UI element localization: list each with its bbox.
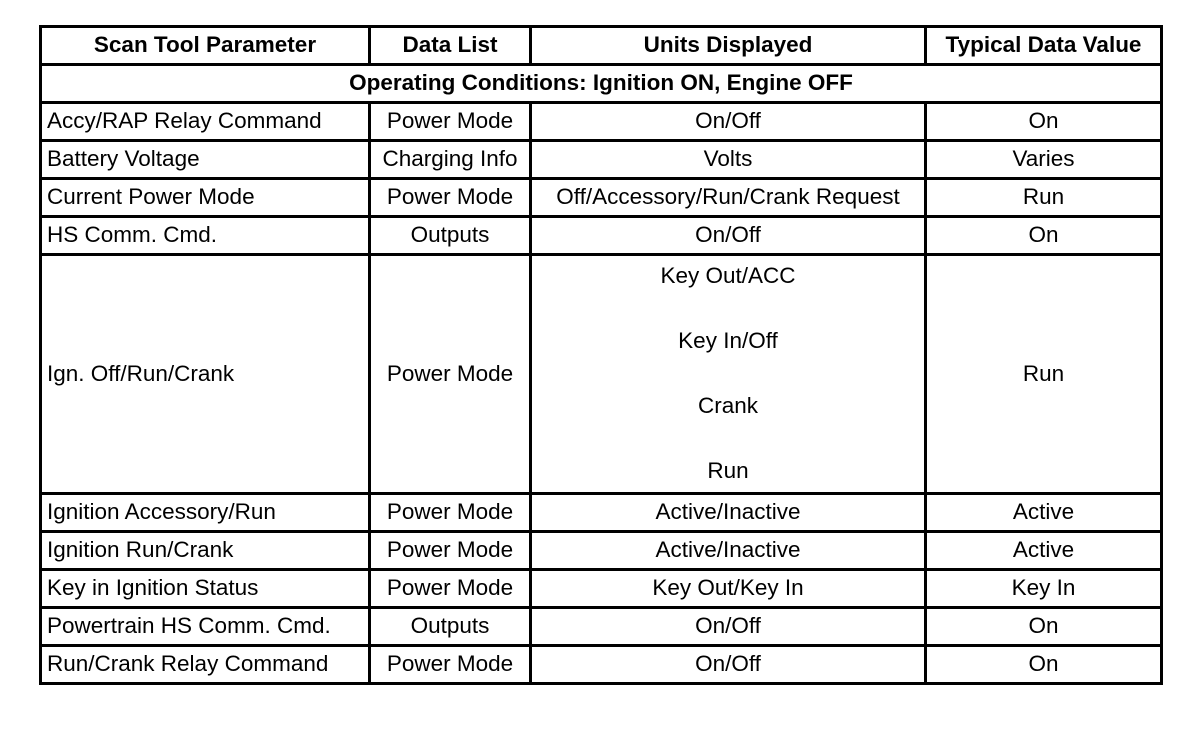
units-cell: Active/Inactive (531, 494, 926, 532)
table-row (41, 255, 1162, 494)
units-cell: Active/Inactive (531, 532, 926, 570)
units-cell: On/Off (531, 608, 926, 646)
parameter-cell: Battery Voltage (41, 141, 370, 179)
data-list-cell: Power Mode (370, 532, 531, 570)
table-row (41, 141, 1162, 179)
units-line: Run (707, 458, 749, 484)
table-row (41, 608, 1162, 646)
header-scan-tool-parameter: Scan Tool Parameter (41, 27, 370, 65)
operating-conditions-row (41, 65, 1162, 103)
table-row (41, 646, 1162, 684)
data-list-cell: Outputs (370, 608, 531, 646)
units-cell: On/Off (531, 217, 926, 255)
parameter-cell: Run/Crank Relay Command (41, 646, 370, 684)
value-cell: On (926, 646, 1162, 684)
units-line: Crank (697, 393, 759, 419)
units-line: Key In/Off (678, 328, 778, 354)
table-header-row (41, 27, 1162, 65)
units-line: Key Out/ACC (660, 263, 796, 288)
data-list-cell: Outputs (370, 217, 531, 255)
data-list-cell: Charging Info (370, 141, 531, 179)
parameter-cell: Ign. Off/Run/Crank (41, 255, 370, 494)
table-row (41, 532, 1162, 570)
header-data-list: Data List (370, 27, 531, 65)
units-cell: Volts (531, 141, 926, 179)
table-row (41, 494, 1162, 532)
value-cell: Varies (926, 141, 1162, 179)
value-cell: On (926, 103, 1162, 141)
units-cell: Off/Accessory/Run/Crank Request (531, 179, 926, 217)
parameter-cell: Key in Ignition Status (41, 570, 370, 608)
data-list-cell: Power Mode (370, 570, 531, 608)
table-row (41, 103, 1162, 141)
parameter-cell: HS Comm. Cmd. (41, 217, 370, 255)
scan-tool-data-table (39, 25, 1163, 685)
data-list-cell: Power Mode (370, 255, 531, 494)
table-row (41, 217, 1162, 255)
value-cell: Run (926, 179, 1162, 217)
data-list-cell: Power Mode (370, 494, 531, 532)
value-cell: Run (926, 255, 1162, 494)
value-cell: On (926, 608, 1162, 646)
value-cell: Active (926, 532, 1162, 570)
data-list-cell: Power Mode (370, 103, 531, 141)
parameter-cell: Powertrain HS Comm. Cmd. (41, 608, 370, 646)
value-cell: Active (926, 494, 1162, 532)
parameter-cell: Ignition Accessory/Run (41, 494, 370, 532)
data-list-cell: Power Mode (370, 646, 531, 684)
parameter-cell: Current Power Mode (41, 179, 370, 217)
units-stack (537, 261, 919, 487)
units-cell: On/Off (531, 103, 926, 141)
header-typical-data-value: Typical Data Value (926, 27, 1162, 65)
value-cell: Key In (926, 570, 1162, 608)
table-row (41, 179, 1162, 217)
units-cell: Key Out/Key In (531, 570, 926, 608)
units-cell (531, 255, 926, 494)
header-units-displayed: Units Displayed (531, 27, 926, 65)
parameter-cell: Ignition Run/Crank (41, 532, 370, 570)
operating-conditions: Operating Conditions: Ignition ON, Engine OFF (41, 65, 1162, 103)
data-list-cell: Power Mode (370, 179, 531, 217)
table-row (41, 570, 1162, 608)
value-cell: On (926, 217, 1162, 255)
units-cell: On/Off (531, 646, 926, 684)
parameter-cell: Accy/RAP Relay Command (41, 103, 370, 141)
